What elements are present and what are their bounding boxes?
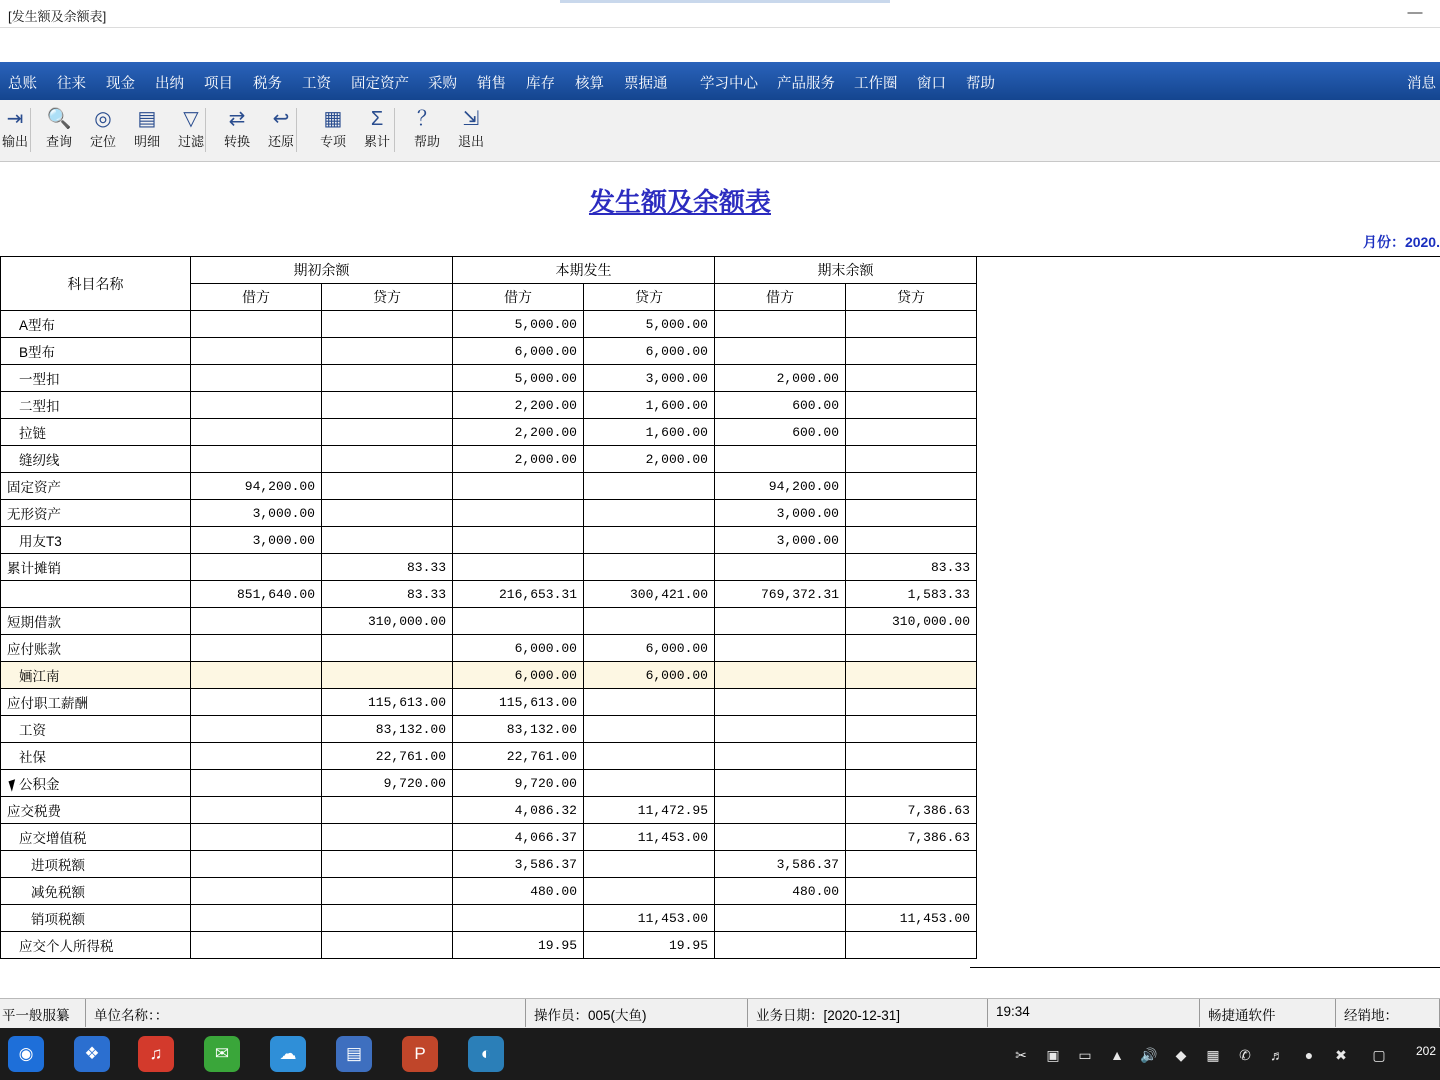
- cell-value-2: 3,586.37: [453, 851, 584, 878]
- cell-value-2: [453, 905, 584, 932]
- toolbar-button-定位[interactable]: [80, 104, 126, 158]
- cell-value-5: [846, 770, 977, 797]
- netease-music-icon[interactable]: ♫: [138, 1036, 174, 1072]
- cloud-icon[interactable]: ☁: [270, 1036, 306, 1072]
- package-icon[interactable]: ▦: [1206, 1047, 1220, 1063]
- cell-value-5: 11,453.00: [846, 905, 977, 932]
- status-segment-4: 19:34: [988, 999, 1200, 1027]
- cell-value-5: [846, 932, 977, 959]
- cell-value-3: 5,000.00: [584, 311, 715, 338]
- cell-subject-name: 累计摊销: [1, 554, 191, 581]
- report-pane: [0, 162, 1440, 998]
- report-blank-area: [970, 256, 1440, 968]
- cell-value-3: 1,600.00: [584, 392, 715, 419]
- cell-value-0: [191, 689, 322, 716]
- status-segment-3: 业务日期：[2020-12-31]: [748, 999, 988, 1027]
- table-row[interactable]: [1, 824, 977, 851]
- cell-value-5: 310,000.00: [846, 608, 977, 635]
- cell-value-1: [322, 797, 453, 824]
- menu-item-17[interactable]: 帮助: [966, 76, 995, 92]
- cell-value-1: [322, 527, 453, 554]
- cell-subject-name: A型布: [1, 311, 191, 338]
- cell-value-5: [846, 500, 977, 527]
- cell-subject-name: 缝纫线: [1, 446, 191, 473]
- title-bar: [0, 0, 1440, 28]
- cell-value-3: 11,453.00: [584, 824, 715, 851]
- cell-value-3: 6,000.00: [584, 635, 715, 662]
- volume-icon[interactable]: 🔊: [1140, 1047, 1158, 1063]
- cell-subject-name: 工资: [1, 716, 191, 743]
- app-blue-icon[interactable]: ❖: [74, 1036, 110, 1072]
- cell-value-3: 300,421.00: [584, 581, 715, 608]
- cell-subject-name: 拉链: [1, 419, 191, 446]
- toolbar-label: 过滤: [177, 134, 204, 149]
- cell-value-1: 22,761.00: [322, 743, 453, 770]
- cell-value-0: 851,640.00: [191, 581, 322, 608]
- cell-subject-name: 销项税额: [1, 905, 191, 932]
- restore-icon: ↩: [272, 108, 290, 130]
- toolbar-label: 退出: [457, 134, 484, 149]
- screenshot-icon[interactable]: ✂: [1015, 1047, 1027, 1063]
- cell-value-5: [846, 851, 977, 878]
- cell-value-2: 4,086.32: [453, 797, 584, 824]
- cell-value-4: [715, 311, 846, 338]
- cell-value-0: 3,000.00: [191, 527, 322, 554]
- close-tray-icon[interactable]: ✖: [1335, 1047, 1347, 1063]
- cell-value-3: [584, 500, 715, 527]
- cell-subject-name: 应交税费: [1, 797, 191, 824]
- cell-value-0: [191, 419, 322, 446]
- cell-value-5: [846, 473, 977, 500]
- table-row[interactable]: [1, 527, 977, 554]
- balance-table: [0, 256, 977, 959]
- table-row[interactable]: [1, 554, 977, 581]
- cell-value-1: 83.33: [322, 554, 453, 581]
- cell-value-2: [453, 527, 584, 554]
- cell-subject-name: 应交增值税: [1, 824, 191, 851]
- cell-value-1: 9,720.00: [322, 770, 453, 797]
- table-head: [1, 257, 977, 311]
- music-tray-icon[interactable]: ♬: [1270, 1047, 1284, 1063]
- menu-item-16[interactable]: 窗口: [917, 76, 946, 92]
- menu-item-7[interactable]: 固定资产: [351, 76, 409, 92]
- cell-value-3: 6,000.00: [584, 338, 715, 365]
- menu-item-4[interactable]: 项目: [204, 76, 233, 92]
- cell-value-2: 2,200.00: [453, 419, 584, 446]
- col-header-opening: 期初余额: [191, 257, 453, 284]
- cell-value-1: [322, 338, 453, 365]
- table-row[interactable]: [1, 500, 977, 527]
- title-accent-strip: [560, 0, 890, 3]
- table-row[interactable]: [1, 851, 977, 878]
- menu-item-2[interactable]: 现金: [106, 76, 135, 92]
- cell-value-3: [584, 743, 715, 770]
- cell-value-4: [715, 446, 846, 473]
- cell-value-1: [322, 311, 453, 338]
- cell-value-1: [322, 662, 453, 689]
- cell-value-0: [191, 743, 322, 770]
- cell-value-4: 3,000.00: [715, 500, 846, 527]
- menu-item-10[interactable]: 库存: [526, 76, 555, 92]
- toolbar-button-专项[interactable]: [310, 104, 356, 158]
- table-row[interactable]: [1, 905, 977, 932]
- menu-item-13[interactable]: 学习中心: [700, 76, 758, 92]
- cell-value-5: [846, 878, 977, 905]
- cell-value-0: [191, 446, 322, 473]
- cell-value-3: 19.95: [584, 932, 715, 959]
- toolbar-button-查询[interactable]: [36, 104, 82, 158]
- cell-value-4: 600.00: [715, 419, 846, 446]
- cell-value-4: [715, 689, 846, 716]
- cell-value-4: [715, 905, 846, 932]
- status-segment-1: 单位名称：：: [86, 999, 526, 1027]
- cell-value-4: [715, 554, 846, 581]
- cell-value-4: 769,372.31: [715, 581, 846, 608]
- cell-value-2: 6,000.00: [453, 338, 584, 365]
- table-group-header-row: [1, 257, 977, 284]
- menu-item-12[interactable]: 票据通: [624, 76, 668, 92]
- cell-value-1: 310,000.00: [322, 608, 453, 635]
- taskbar-clock: 202: [1415, 1044, 1436, 1058]
- menu-item-6[interactable]: 工资: [302, 76, 331, 92]
- wechat-icon[interactable]: ✉: [204, 1036, 240, 1072]
- table-row[interactable]: [1, 338, 977, 365]
- toolbar-button-还原[interactable]: [258, 104, 304, 158]
- window-tray-icon[interactable]: ▢: [1372, 1047, 1386, 1063]
- cell-value-2: 115,613.00: [453, 689, 584, 716]
- cell-subject-name: 进项税额: [1, 851, 191, 878]
- exit-icon: ⇲: [462, 108, 480, 130]
- col-header-subject: 科目名称: [1, 257, 191, 311]
- cell-value-5: [846, 446, 977, 473]
- filter-icon: ▽: [183, 108, 199, 130]
- cell-value-5: [846, 338, 977, 365]
- cell-value-0: [191, 311, 322, 338]
- table-row[interactable]: [1, 878, 977, 905]
- sub-header-3: 贷方: [584, 284, 715, 311]
- table-row[interactable]: [1, 932, 977, 959]
- col-header-closing: 期末余额: [715, 257, 977, 284]
- cell-value-2: [453, 500, 584, 527]
- cell-value-3: [584, 878, 715, 905]
- diamond-icon[interactable]: ◆: [1175, 1047, 1187, 1063]
- browser-icon[interactable]: ◉: [8, 1036, 44, 1072]
- cell-value-0: [191, 824, 322, 851]
- status-segment-0: 平一般服纂: [0, 999, 86, 1027]
- menu-item-1[interactable]: 往来: [57, 76, 86, 92]
- sub-header-1: 贷方: [322, 284, 453, 311]
- cell-value-0: [191, 851, 322, 878]
- cell-value-2: 9,720.00: [453, 770, 584, 797]
- cell-value-5: [846, 365, 977, 392]
- cell-subject-name: B型布: [1, 338, 191, 365]
- cell-value-0: [191, 662, 322, 689]
- toolbar-button-转换[interactable]: [214, 104, 260, 158]
- table-row[interactable]: [1, 635, 977, 662]
- toolbar-label: 转换: [223, 134, 250, 149]
- sub-header-0: 借方: [191, 284, 322, 311]
- menu-item-11[interactable]: 核算: [575, 76, 604, 92]
- cell-value-0: 3,000.00: [191, 500, 322, 527]
- cell-value-5: [846, 662, 977, 689]
- cell-value-5: 83.33: [846, 554, 977, 581]
- cell-value-3: [584, 608, 715, 635]
- toolbar-button-累计[interactable]: [354, 104, 400, 158]
- cell-subject-name: 婳江南: [1, 662, 191, 689]
- wechat-tray-icon[interactable]: ✆: [1239, 1047, 1251, 1063]
- cell-value-3: [584, 554, 715, 581]
- table-row[interactable]: [1, 581, 977, 608]
- cell-subject-name: 无形资产: [1, 500, 191, 527]
- cell-subject-name: 固定资产: [1, 473, 191, 500]
- menu-item-5[interactable]: 税务: [253, 76, 282, 92]
- toolbar-button-退出[interactable]: [448, 104, 494, 158]
- minimize-button[interactable]: —: [1407, 4, 1423, 21]
- toolbar-label: 帮助: [413, 134, 440, 149]
- cell-value-2: [453, 608, 584, 635]
- cell-value-5: [846, 392, 977, 419]
- cell-value-2: 216,653.31: [453, 581, 584, 608]
- status-segment-5: 畅捷通软件: [1200, 999, 1336, 1027]
- table-body: [1, 311, 977, 959]
- cell-value-1: [322, 473, 453, 500]
- cell-subject-name: 一型扣: [1, 365, 191, 392]
- table-row[interactable]: [1, 365, 977, 392]
- toolbar-label: 专项: [319, 134, 346, 149]
- cell-value-2: 5,000.00: [453, 311, 584, 338]
- cell-value-4: [715, 662, 846, 689]
- table-row[interactable]: [1, 770, 977, 797]
- cell-value-1: [322, 446, 453, 473]
- toolbar-button-过滤[interactable]: [168, 104, 214, 158]
- cell-value-0: [191, 392, 322, 419]
- cell-value-4: 3,000.00: [715, 527, 846, 554]
- cell-value-5: 7,386.63: [846, 797, 977, 824]
- cell-value-4: 94,200.00: [715, 473, 846, 500]
- toolbar-label: 还原: [267, 134, 294, 149]
- cell-value-4: [715, 770, 846, 797]
- cell-value-3: 6,000.00: [584, 662, 715, 689]
- cell-value-2: 5,000.00: [453, 365, 584, 392]
- table-row[interactable]: [1, 419, 977, 446]
- cell-value-4: [715, 338, 846, 365]
- cell-value-0: [191, 635, 322, 662]
- t3-app-icon[interactable]: ▤: [336, 1036, 372, 1072]
- cell-value-5: [846, 419, 977, 446]
- cell-value-1: 83.33: [322, 581, 453, 608]
- sum-icon: Σ: [370, 108, 384, 130]
- cell-value-4: 3,586.37: [715, 851, 846, 878]
- report-month: 月份：2020.: [1362, 234, 1440, 250]
- cell-value-4: [715, 635, 846, 662]
- cell-value-3: [584, 770, 715, 797]
- window-title: [发生额及余额表]: [8, 9, 107, 24]
- table-row[interactable]: [1, 446, 977, 473]
- cell-subject-name: 应付职工薪酬: [1, 689, 191, 716]
- cell-value-3: 1,600.00: [584, 419, 715, 446]
- cell-value-0: [191, 716, 322, 743]
- main-menu-bar: [0, 62, 1440, 100]
- toolbar-label: 输出: [1, 134, 28, 149]
- mic-icon[interactable]: ●: [1304, 1047, 1314, 1063]
- cell-value-3: [584, 473, 715, 500]
- table-row[interactable]: [1, 392, 977, 419]
- cell-value-5: [846, 689, 977, 716]
- cell-value-2: 480.00: [453, 878, 584, 905]
- status-segment-6: 经销地：: [1336, 999, 1440, 1027]
- cell-value-4: 2,000.00: [715, 365, 846, 392]
- cell-value-3: 11,472.95: [584, 797, 715, 824]
- toolbar-label: 明细: [133, 134, 160, 149]
- cell-value-1: [322, 851, 453, 878]
- cell-value-5: [846, 716, 977, 743]
- menu-user-message[interactable]: 消息: [1407, 76, 1436, 92]
- table-row[interactable]: [1, 608, 977, 635]
- cell-value-5: [846, 635, 977, 662]
- cell-subject-name: 应付账款: [1, 635, 191, 662]
- battery-icon[interactable]: ▭: [1078, 1047, 1092, 1063]
- locate-icon: ◎: [94, 108, 112, 130]
- detail-icon: ▤: [137, 108, 157, 130]
- table-row[interactable]: [1, 689, 977, 716]
- cell-value-4: [715, 608, 846, 635]
- cell-value-0: [191, 554, 322, 581]
- cell-value-1: [322, 365, 453, 392]
- monitor-icon[interactable]: ▣: [1046, 1047, 1060, 1063]
- cell-value-2: 4,066.37: [453, 824, 584, 851]
- cell-value-1: [322, 500, 453, 527]
- cell-value-0: [191, 338, 322, 365]
- cell-value-1: 115,613.00: [322, 689, 453, 716]
- sub-header-2: 借方: [453, 284, 584, 311]
- menu-item-14[interactable]: 产品服务: [777, 76, 835, 92]
- cell-value-0: [191, 797, 322, 824]
- cell-value-2: 6,000.00: [453, 635, 584, 662]
- convert-icon: ⇄: [228, 108, 246, 130]
- cell-value-2: 2,000.00: [453, 446, 584, 473]
- wifi-icon[interactable]: ▲: [1110, 1047, 1124, 1063]
- cell-value-1: [322, 824, 453, 851]
- cell-value-5: [846, 743, 977, 770]
- cell-subject-name: 短期借款: [1, 608, 191, 635]
- sub-header-4: 借方: [715, 284, 846, 311]
- cell-value-3: [584, 716, 715, 743]
- cell-value-2: 83,132.00: [453, 716, 584, 743]
- table-row[interactable]: [1, 473, 977, 500]
- cell-value-1: [322, 635, 453, 662]
- cell-subject-name: 用友T3: [1, 527, 191, 554]
- toolbar-button-帮助[interactable]: [404, 104, 450, 158]
- cell-value-5: [846, 311, 977, 338]
- cell-value-4: 480.00: [715, 878, 846, 905]
- cell-value-3: 11,453.00: [584, 905, 715, 932]
- page-title: 发生额及余额表: [588, 188, 771, 217]
- cell-value-0: [191, 365, 322, 392]
- cell-value-3: 3,000.00: [584, 365, 715, 392]
- cell-value-0: [191, 878, 322, 905]
- sub-header-5: 贷方: [846, 284, 977, 311]
- cell-value-3: [584, 851, 715, 878]
- cell-value-2: [453, 554, 584, 581]
- menu-item-15[interactable]: 工作圈: [854, 76, 898, 92]
- special-icon: ▦: [323, 108, 343, 130]
- cell-value-1: [322, 419, 453, 446]
- cell-value-3: [584, 689, 715, 716]
- cell-value-4: 600.00: [715, 392, 846, 419]
- toolbar-button-输出[interactable]: [0, 104, 38, 158]
- cell-subject-name: 二型扣: [1, 392, 191, 419]
- cell-value-1: [322, 932, 453, 959]
- cell-subject-name: 社保: [1, 743, 191, 770]
- edge-icon[interactable]: ◐: [468, 1036, 504, 1072]
- cell-value-4: [715, 932, 846, 959]
- toolbar-label: 累计: [363, 134, 390, 149]
- table-row[interactable]: [1, 716, 977, 743]
- cell-value-2: 6,000.00: [453, 662, 584, 689]
- cell-value-0: [191, 770, 322, 797]
- cell-value-0: [191, 932, 322, 959]
- table-row[interactable]: [1, 743, 977, 770]
- taskbar: [0, 1028, 1440, 1080]
- status-segment-2: 操作员：005(大鱼): [526, 999, 748, 1027]
- menu-item-8[interactable]: 采购: [428, 76, 457, 92]
- menu-item-3[interactable]: 出纳: [155, 76, 184, 92]
- powerpoint-icon[interactable]: P: [402, 1036, 438, 1072]
- cell-value-2: 2,200.00: [453, 392, 584, 419]
- cell-value-4: [715, 797, 846, 824]
- toolbar-button-明细[interactable]: [124, 104, 170, 158]
- cell-value-1: [322, 392, 453, 419]
- toolbar-label: 查询: [45, 134, 72, 149]
- cell-value-1: [322, 905, 453, 932]
- table-row[interactable]: [1, 797, 977, 824]
- cell-value-4: [715, 743, 846, 770]
- cell-value-0: [191, 905, 322, 932]
- status-bar: [0, 998, 1440, 1028]
- cell-subject-name: [1, 581, 191, 608]
- cell-value-2: 19.95: [453, 932, 584, 959]
- cell-value-0: [191, 608, 322, 635]
- help-icon: ？: [417, 108, 437, 130]
- cell-subject-name: 减免税额: [1, 878, 191, 905]
- cell-value-1: [322, 878, 453, 905]
- cell-value-5: 7,386.63: [846, 824, 977, 851]
- cell-value-0: 94,200.00: [191, 473, 322, 500]
- table-row[interactable]: [1, 662, 977, 689]
- cell-value-5: [846, 527, 977, 554]
- col-header-current: 本期发生: [453, 257, 715, 284]
- toolbar-label: 定位: [89, 134, 116, 149]
- cell-value-3: 2,000.00: [584, 446, 715, 473]
- cell-value-4: [715, 824, 846, 851]
- cell-subject-name: 应交个人所得税: [1, 932, 191, 959]
- table-row[interactable]: [1, 311, 977, 338]
- cell-value-5: 1,583.33: [846, 581, 977, 608]
- menu-item-9[interactable]: 销售: [477, 76, 506, 92]
- menu-item-0[interactable]: 总账: [8, 76, 37, 92]
- cell-subject-name: 公积金: [1, 770, 191, 797]
- export-icon: ⇥: [6, 108, 24, 130]
- cell-value-3: [584, 527, 715, 554]
- cell-value-2: [453, 473, 584, 500]
- toolbar: [0, 100, 1440, 162]
- cell-value-1: 83,132.00: [322, 716, 453, 743]
- cell-value-4: [715, 716, 846, 743]
- cell-value-2: 22,761.00: [453, 743, 584, 770]
- search-icon: 🔍: [46, 108, 72, 130]
